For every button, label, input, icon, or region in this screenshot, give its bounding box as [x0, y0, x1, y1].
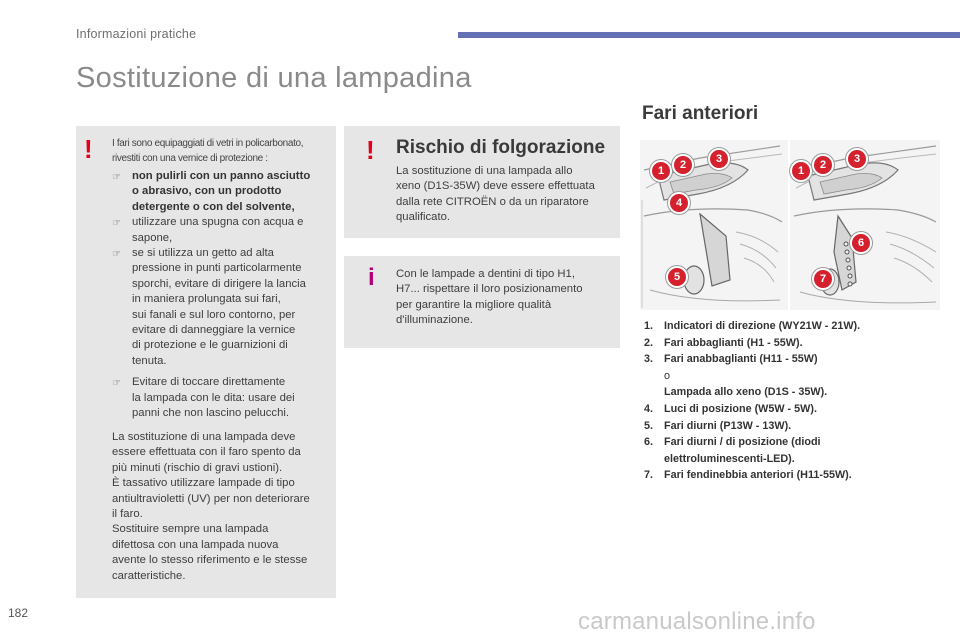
front-lights-diagram-left: [640, 140, 788, 310]
diagram-marker-7: 7: [812, 268, 834, 290]
diagram-marker-3: 3: [708, 148, 730, 170]
warning-exclamation-icon: !: [366, 135, 375, 165]
header-accent-bar: [458, 32, 960, 38]
front-lights-legend: [644, 318, 944, 484]
page-title: Sostituzione di una lampadina: [76, 62, 472, 94]
list-item: ☞ Evitare di toccare direttamente la lampada con le dita: usare dei panni che non lascino pelucchi.: [112, 375, 332, 421]
info-text: Con le lampade a dentini di tipo H1, H7... rispettare il loro posizionamento per garantire la migliore qualità d'illuminazione.: [396, 268, 583, 327]
legend-item: 6. Fari diurni / di posizione (diodi: [644, 436, 821, 449]
pointing-hand-icon: ☞: [112, 172, 121, 183]
warning-exclamation-icon: !: [84, 134, 93, 164]
diagram-marker-4: 4: [668, 192, 690, 214]
page-number: 182: [8, 606, 29, 620]
diagram-marker-3: 3: [846, 148, 868, 170]
diagram-marker-2: 2: [812, 154, 834, 176]
list-item: ☞ se si utilizza un getto ad alta pressione in punti particolarmente sporchi, evitare di dirigere la lancia in maniera prolungata sui fari, sui fanali e sul loro contorno, per evitare di danneggiare la vernice di protezione e le guarnizioni di tenuta.: [112, 246, 332, 369]
risk-title: Rischio di folgorazione: [396, 137, 606, 158]
cleaning-warning-box: [76, 126, 336, 598]
diagram-marker-5: 5: [666, 266, 688, 288]
diagram-marker-1: 1: [650, 160, 672, 182]
pointing-hand-icon: ☞: [112, 378, 121, 390]
cleaning-paragraph: La sostituzione di una lampada deve essere effettuata con il faro spento da più minuti (rischio di gravi ustioni). È tassativo utilizzare lampade di tipo antiultravioletti (UV) per non deteriorare il faro. Sostituire sempre una lampada difettosa con una lampada nuova avente lo stesso riferimento e le stesse caratteristiche.: [112, 431, 310, 582]
diagram-marker-2: 2: [672, 154, 694, 176]
info-icon: i: [368, 264, 375, 291]
legend-item: o: [664, 369, 671, 382]
pointing-hand-icon: ☞: [112, 218, 121, 230]
front-lights-diagram-right: [790, 140, 940, 310]
cleaning-intro: I fari sono equipaggiati di vetri in policarbonato, rivestiti con una vernice di protezione :: [112, 138, 304, 164]
legend-item: elettroluminescenti-LED).: [664, 452, 795, 465]
legend-item: 1. Indicatori di direzione (WY21W - 21W).: [644, 320, 861, 332]
diagram-marker-1: 1: [790, 160, 812, 182]
legend-item: Lampada allo xeno (D1S - 35W).: [664, 386, 828, 399]
legend-item: 5. Fari diurni (P13W - 13W).: [644, 419, 792, 432]
pointing-hand-icon: ☞: [112, 249, 121, 261]
front-lights-title: Fari anteriori: [642, 103, 759, 124]
diagram-marker-6: 6: [850, 232, 872, 254]
legend-item: 7. Fari fendinebbia anteriori (H11-55W).: [644, 469, 852, 482]
legend-item: 4. Luci di posizione (W5W - 5W).: [644, 402, 817, 415]
risk-text: La sostituzione di una lampada allo xeno (D1S-35W) deve essere effettuata dalla rete CITROËN o da un riparatore qualificato.: [396, 165, 595, 224]
section-label: Informazioni pratiche: [76, 27, 197, 41]
electrocution-risk-box: [344, 126, 620, 238]
list-item: ☞ non pulirli con un panno asciutto o abrasivo, con un prodotto detergente o con del solvente,: [112, 169, 332, 215]
cleaning-bullets: [112, 169, 332, 422]
info-box: [344, 256, 620, 348]
watermark: carmanualsonline.info: [578, 608, 816, 635]
list-item: ☞ utilizzare una spugna con acqua e sapone,: [112, 215, 332, 246]
legend-item: 3. Fari anabbaglianti (H11 - 55W): [644, 353, 818, 366]
legend-item: 2. Fari abbaglianti (H1 - 55W).: [644, 336, 803, 349]
